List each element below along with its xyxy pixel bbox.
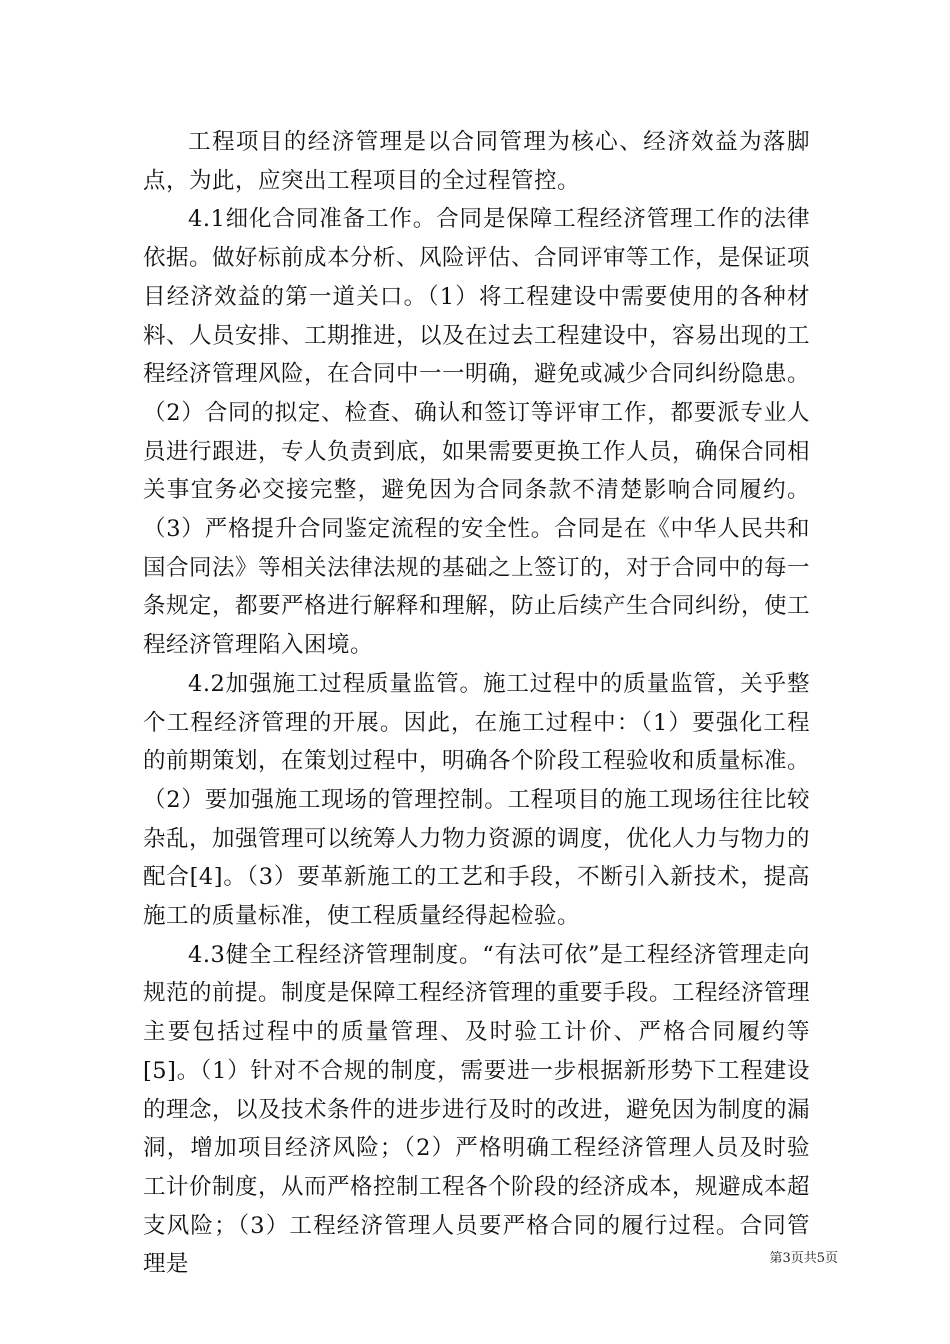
- page-number-footer: 第3页共5页: [769, 1251, 838, 1266]
- paragraph-4-2: 4.2加强施工过程质量监管。施工过程中的质量监管，关乎整个工程经济管理的开展。因此，在施工过程中：（1）要强化工程的前期策划，在策划过程中，明确各个阶段工程验收和质量标准。（2）要加强施工现场的管理控制。工程项目的施工现场往往比较杂乱，加强管理可以统筹人力物力资源的调度，优化人力与物力的配合[4]。（3）要革新施工的工艺和手段，不断引入新技术，提高施工的质量标准，使工程质量经得起检验。: [143, 670, 811, 930]
- paragraph-4-3: 4.3健全工程经济管理制度。“有法可依”是工程经济管理走向规范的前提。制度是保障工程经济管理的重要手段。工程经济管理主要包括过程中的质量管理、及时验工计价、严格合同履约等[5]。（1）针对不合规的制度，需要进一步根据新形势下工程建设的理念，以及技术条件的进步进行及时的改进，避免因为制度的漏洞，增加项目经济风险；（2）严格明确工程经济管理人员及时验工计价制度，从而严格控制工程各个阶段的经济成本，规避成本超支风险；（3）工程经济管理人员要严格合同的履行过程。合同管理是: [143, 941, 811, 1278]
- document-body: [143, 123, 810, 1284]
- paragraph-4-1: 4.1细化合同准备工作。合同是保障工程经济管理工作的法律依据。做好标前成本分析、风险评估、合同评审等工作，是保证项目经济效益的第一道关口。（1）将工程建设中需要使用的各种材料、人员安排、工期推进，以及在过去工程建设中，容易出现的工程经济管理风险，在合同中一一明确，避免或减少合同纠纷隐患。（2）合同的拟定、检查、确认和签订等评审工作，都要派专业人员进行跟进，专人负责到底，如果需要更换工作人员，确保合同相关事宜务必交接完整，避免因为合同条款不清楚影响合同履约。（3）严格提升合同鉴定流程的安全性。合同是在《中华人民共和国合同法》等相关法律法规的基础之上签订的，对于合同中的每一条规定，都要严格进行解释和理解，防止后续产生合同纠纷，使工程经济管理陷入困境。: [143, 206, 811, 659]
- paragraph-intro: 工程项目的经济管理是以合同管理为核心、经济效益为落脚点，为此，应突出工程项目的全过程管控。: [143, 129, 810, 194]
